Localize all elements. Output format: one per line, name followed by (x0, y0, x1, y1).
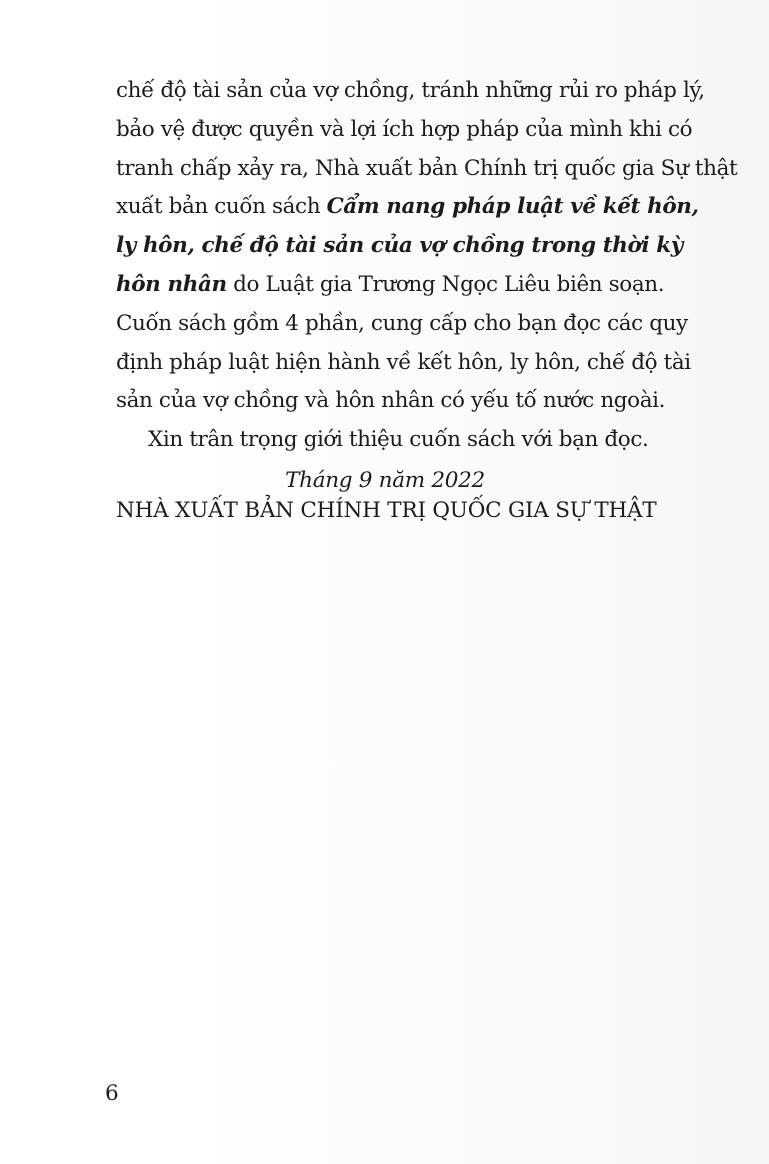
text-line: sản của vợ chồng và hôn nhân có yếu tố nước ngoài. (116, 388, 666, 414)
book-title-emphasis: Cẩm nang pháp luật về kết hôn, (326, 194, 699, 220)
text-line: định pháp luật hiện hành về kết hôn, ly hôn, chế độ tài (116, 349, 691, 375)
date-line: Tháng 9 năm 2022 (285, 468, 485, 493)
book-title-emphasis: ly hôn, chế độ tài sản của vợ chồng trong thời kỳ (116, 233, 683, 259)
text-segment: xuất bản cuốn sách (116, 194, 327, 220)
text-line (116, 188, 699, 227)
text-line: Cuốn sách gồm 4 phần, cung cấp cho bạn đọc các quy (116, 310, 688, 336)
text-line: chế độ tài sản của vợ chồng, tránh những rủi ro pháp lý, (116, 78, 705, 103)
body-text (116, 72, 738, 460)
text-line (116, 266, 665, 305)
closing-line: Xin trân trọng giới thiệu cuốn sách với bạn đọc. (148, 427, 649, 453)
publisher-name: NHÀ XUẤT BẢN CHÍNH TRỊ QUỐC GIA SỰ THẬT (116, 498, 657, 523)
text-segment: do Luật gia Trương Ngọc Liêu biên soạn. (226, 271, 665, 297)
text-line: tranh chấp xảy ra, Nhà xuất bản Chính trị quốc gia Sự thật (116, 155, 738, 181)
page-number: 6 (105, 1081, 119, 1106)
text-line: bảo vệ được quyền và lợi ích hợp pháp của mình khi có (116, 116, 693, 142)
book-title-emphasis: hôn nhân (116, 271, 227, 297)
